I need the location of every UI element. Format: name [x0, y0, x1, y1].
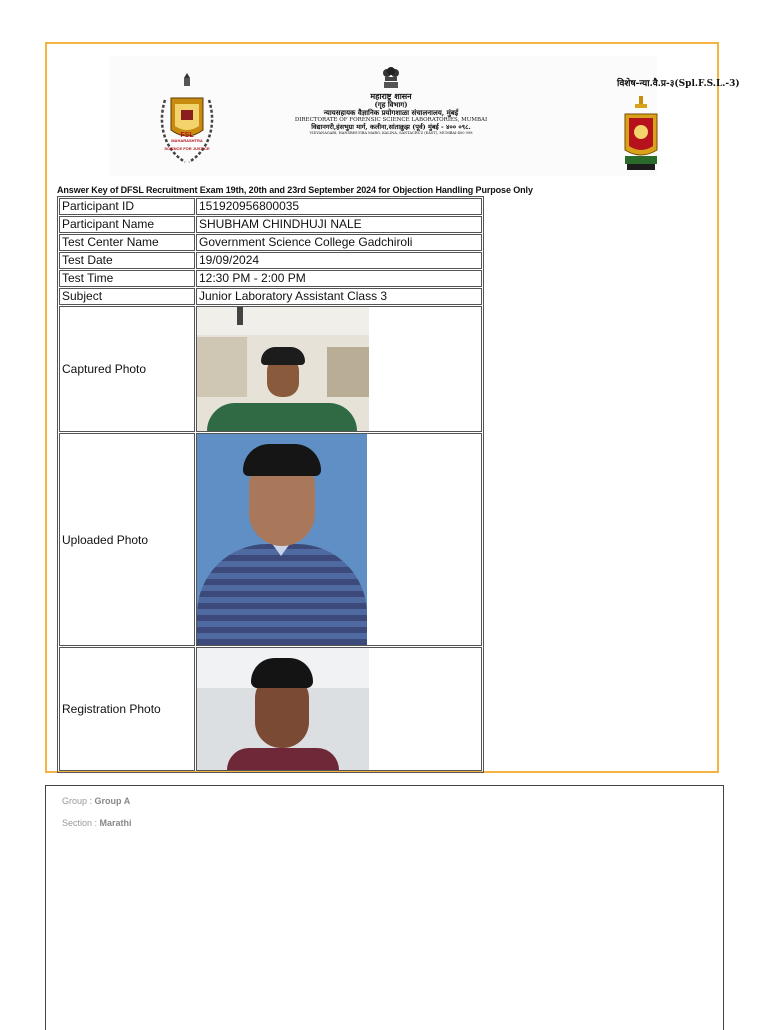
test-time-value: 12:30 PM - 2:00 PM	[196, 270, 482, 287]
participant-name-value: SHUBHAM CHINDHUJI NALE	[196, 216, 482, 233]
captured-photo-label: Captured Photo	[59, 306, 195, 432]
uploaded-photo-label: Uploaded Photo	[59, 433, 195, 646]
registration-photo-cell	[196, 647, 482, 771]
participant-name-label: Participant Name	[59, 216, 195, 233]
group-label: Group :	[62, 796, 93, 806]
police-crest-icon	[621, 94, 661, 174]
test-date-label: Test Date	[59, 252, 195, 269]
right-emblem	[609, 76, 740, 186]
table-row	[59, 252, 482, 269]
test-date-value: 19/09/2024	[196, 252, 482, 269]
address-english: VIDYANAGARI, HANSBHUGRA MARG, KALINA, SANTACRUZ (EAST), MUMBAI-400 098	[309, 131, 473, 136]
participant-id-label: Participant ID	[59, 198, 195, 215]
section-panel	[45, 785, 724, 1030]
uploaded-photo-cell	[196, 433, 482, 646]
captured-photo-cell	[196, 306, 482, 432]
table-row	[59, 234, 482, 251]
reference-code: विशेष-न्या.वै.प्र-३(Spl.F.S.L.-3)	[617, 79, 740, 89]
test-time-label: Test Time	[59, 270, 195, 287]
captured-photo	[197, 307, 369, 431]
group-value: Group A	[94, 796, 131, 806]
govt-title: महाराष्ट्र शासन	[370, 91, 412, 101]
answer-key-caption: Answer Key of DFSL Recruitment Exam 19th, 20th and 23rd September 2024 for Objection Handling Purpose Only	[57, 185, 533, 195]
fsl-logo-text-2: MAHARASHTRA	[171, 138, 203, 144]
fsl-logo-text-1: FSL	[180, 132, 194, 139]
fsl-logo	[159, 70, 215, 180]
section-line	[62, 818, 132, 828]
directorate-marathi: न्यायसहायक वैज्ञानिक प्रयोगशाळा संचालनालय, मुंबई	[323, 108, 459, 118]
subject-label: Subject	[59, 288, 195, 305]
answer-key-card	[45, 42, 740, 773]
test-center-value: Government Science College Gadchiroli	[196, 234, 482, 251]
registration-photo-label: Registration Photo	[59, 647, 195, 771]
table-row	[59, 270, 482, 287]
ashoka-emblem-icon	[382, 66, 400, 90]
participant-id-value: 151920956800035	[196, 198, 482, 215]
header-banner	[109, 56, 740, 176]
group-line	[62, 796, 130, 806]
table-row	[59, 647, 482, 771]
test-center-label: Test Center Name	[59, 234, 195, 251]
fsl-logo-text-3: SCIENCE FOR JUSTICE	[164, 145, 210, 151]
section-label: Section :	[62, 818, 98, 828]
directorate-english: DIRECTORATE OF FORENSIC SCIENCE LABORATORIES, MUMBAI	[294, 117, 488, 124]
table-row	[59, 306, 482, 432]
registration-photo	[197, 648, 369, 770]
address-marathi: विद्यानगरी,हंसभुग्रा मार्ग, कलीना,सांताक्रुझ (पूर्व) मुंबई - ४०० ०९८.	[311, 122, 471, 131]
dept-title: (गृह विभाग)	[374, 100, 408, 110]
uploaded-photo	[197, 434, 367, 645]
table-row	[59, 198, 482, 215]
table-row	[59, 216, 482, 233]
table-row	[59, 433, 482, 646]
table-row	[59, 288, 482, 305]
directorate-header	[291, 66, 491, 186]
section-value: Marathi	[99, 818, 132, 828]
participant-details-table	[57, 196, 484, 773]
subject-value: Junior Laboratory Assistant Class 3	[196, 288, 482, 305]
